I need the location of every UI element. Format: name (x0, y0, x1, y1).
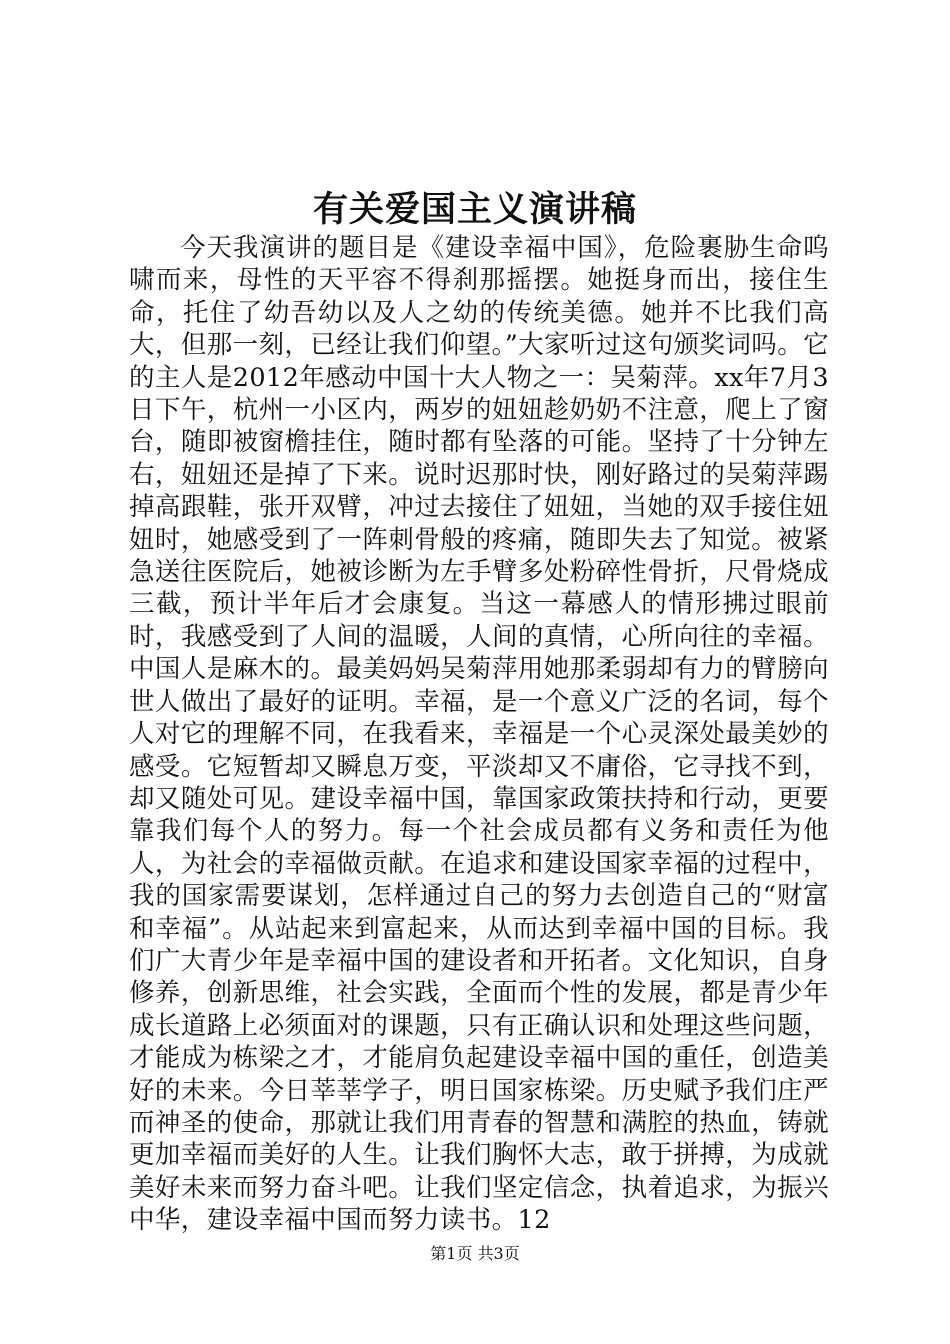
body-paragraph: 今天我演讲的题目是《建设幸福中国》，危险裹胁生命呜啸而来，母性的天平容不得刹那摇摆。她挺身而出，接住生命，托住了幼吾幼以及人之幼的传统美德。她并不比我们高大，但那一刻，已经让我们仰望。”大家听过这句颁奖词吗。它的主人是2012年感动中国十大人物之一：吴菊萍。xx年7月3日下午，杭州一小区内，两岁的妞妞趁奶奶不注意，爬上了窗台，随即被窗檐挂住，随时都有坠落的可能。坚持了十分钟左右，妞妞还是掉了下来。说时迟那时快，刚好路过的吴菊萍踢掉高跟鞋，张开双臂，冲过去接住了妞妞，当她的双手接住妞妞时，她感受到了一阵刺骨般的疼痛，随即失去了知觉。被紧急送往医院后，她被诊断为左手臂多处粉碎性骨折，尺骨烧成三截，预计半年后才会康复。当这一幕感人的情形拂过眼前时，我感受到了人间的温暖，人间的真情，心所向往的幸福。中国人是麻木的。最美妈妈吴菊萍用她那柔弱却有力的臂膀向世人做出了最好的证明。幸福，是一个意义广泛的名词，每个人对它的理解不同，在我看来，幸福是一个心灵深处最美妙的感受。它短暂却又瞬息万变，平淡却又不庸俗，它寻找不到，却又随处可见。建设幸福中国，靠国家政策扶持和行动，更要靠我们每个人的努力。每一个社会成员都有义务和责任为他人，为社会的幸福做贡献。在追求和建设国家幸福的过程中，我的国家需要谋划，怎样通过自己的努力去创造自己的“财富和幸福”。从站起来到富起来，从而达到幸福中国的目标。我们广大青少年是幸福中国的建设者和开拓者。文化知识，自身修养，创新思维，社会实践，全面而个性的发展，都是青少年成长道路上必须面对的课题，只有正确认识和处理这些问题，才能成为栋梁之才，才能肩负起建设幸福中国的重任，创造美好的未来。今日莘莘学子，明日国家栋梁。历史赋予我们庄严而神圣的使命，那就让我们用青春的智慧和满腔的热血，铸就更加幸福而美好的人生。让我们胸怀大志，敢于拼搏，为成就美好未来而努力奋斗吧。让我们坚定信念，执着追求，为振兴中华，建设幸福中国而努力读书。12 (129, 233, 829, 1236)
document-title: 有关爱国主义演讲稿 (312, 189, 637, 230)
page-footer: 第1页 共3页 (430, 1244, 520, 1263)
